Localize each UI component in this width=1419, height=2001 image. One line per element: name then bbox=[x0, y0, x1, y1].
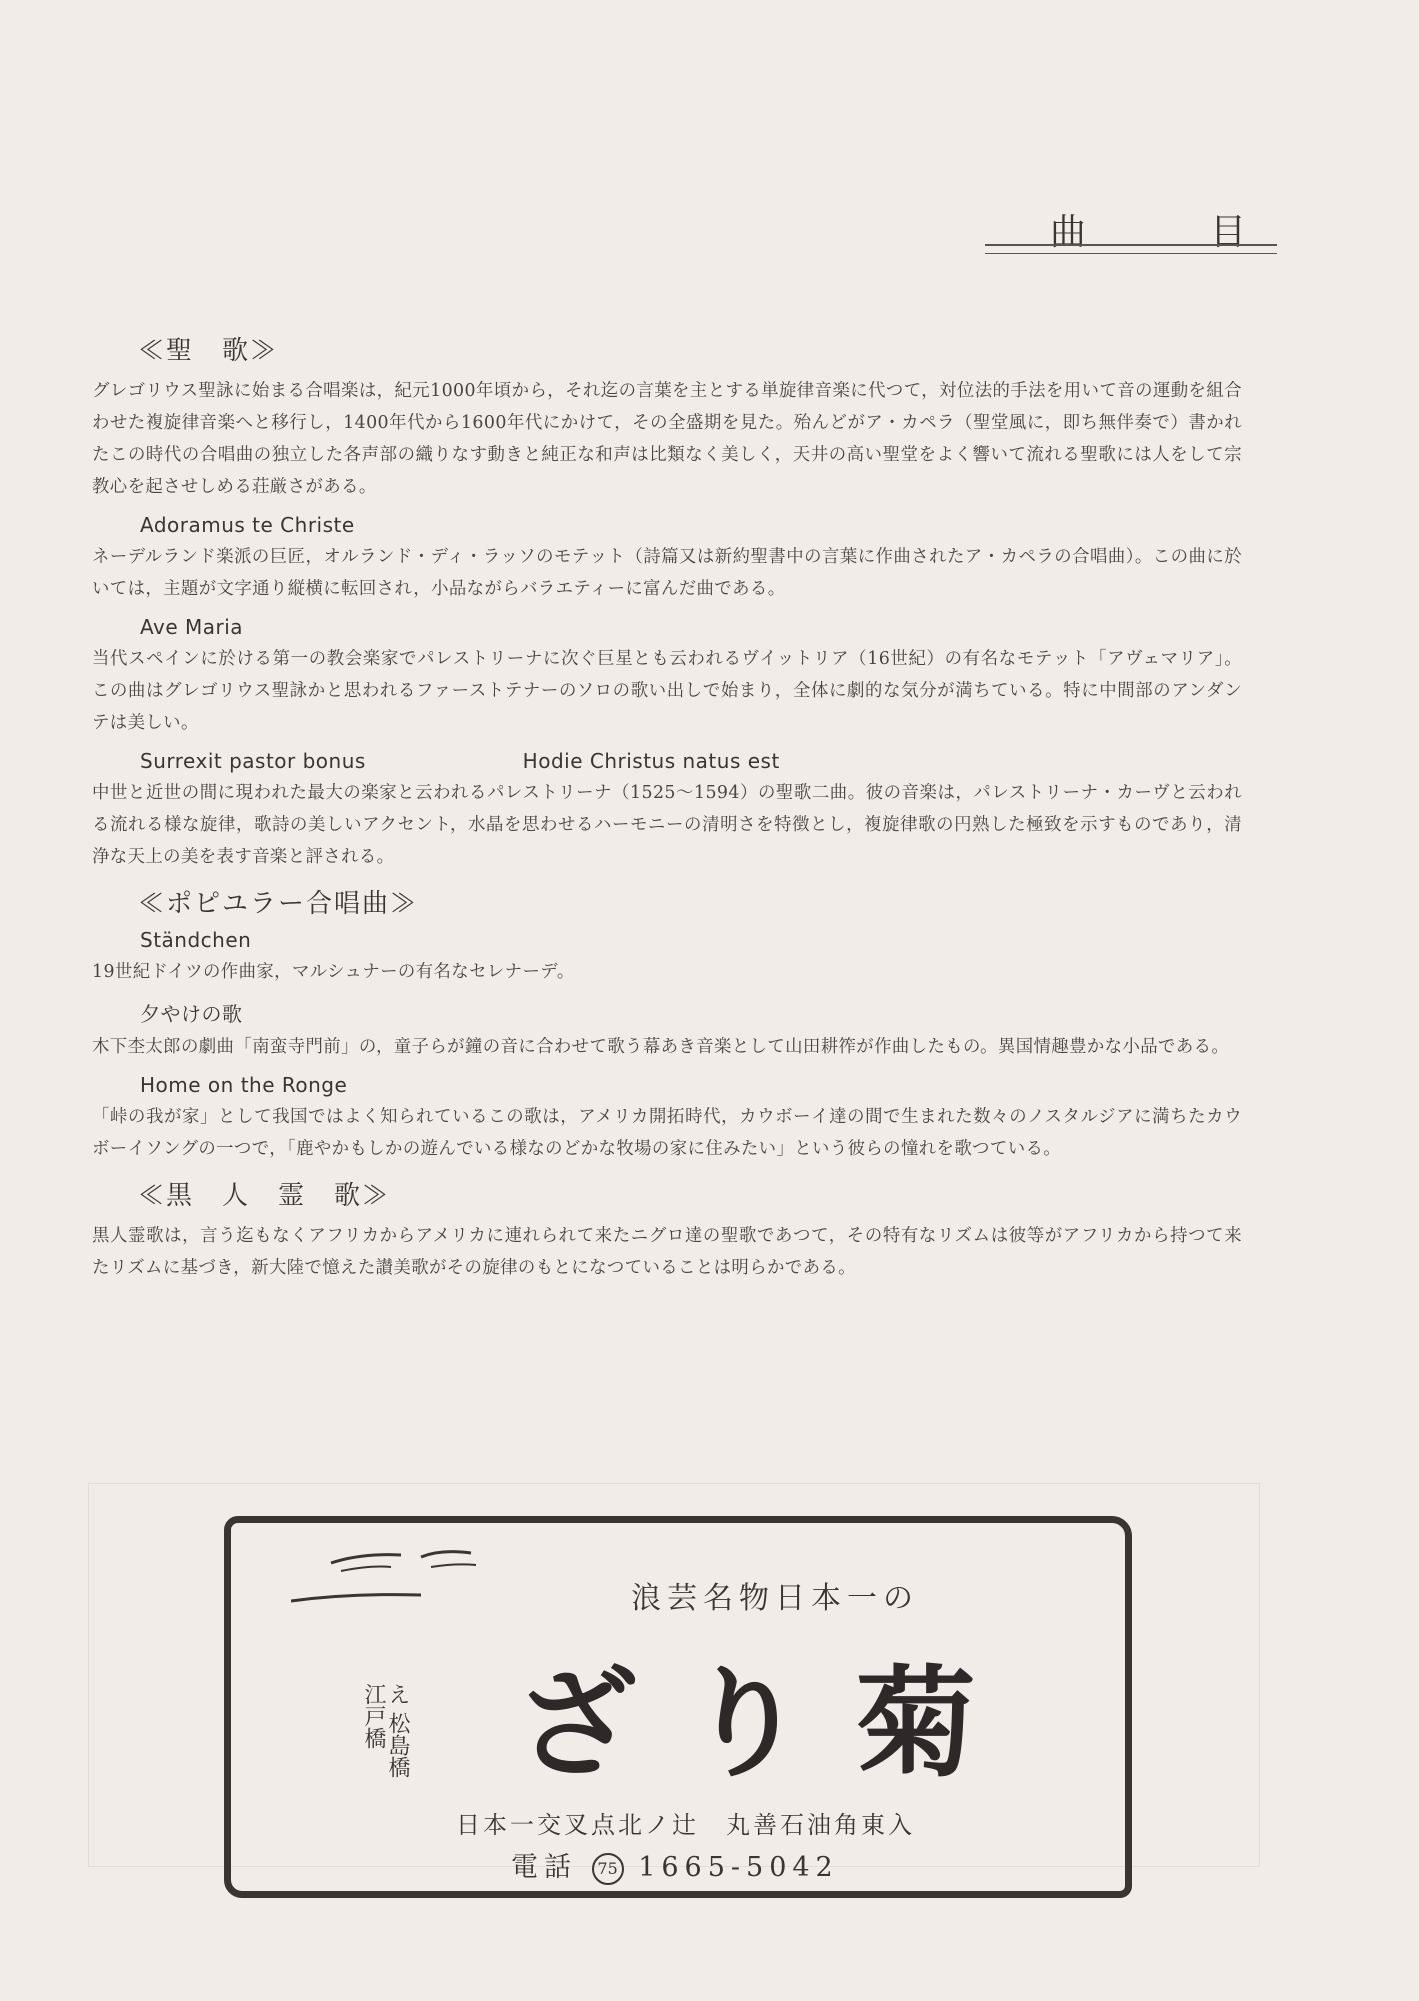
piece-title-pair bbox=[140, 749, 1242, 773]
piece-title-second: Hodie Christus natus est bbox=[522, 749, 780, 773]
ad-tagline: 浪芸名物日本一の bbox=[631, 1581, 919, 1616]
section-heading-spirituals: ≪黒 人 霊 歌≫ bbox=[138, 1181, 391, 1211]
section-heading-popular: ≪ポピユラー合唱曲≫ bbox=[138, 889, 419, 919]
brush-stroke-decoration bbox=[291, 1543, 531, 1623]
title-underline bbox=[985, 244, 1277, 254]
section-heading-sacred: ≪聖 歌≫ bbox=[138, 336, 279, 366]
phone-number: 1665-5042 bbox=[638, 1852, 839, 1883]
page-title-part1: 曲 bbox=[1050, 212, 1097, 253]
piece-description: 19世紀ドイツの作曲家，マルシュナーの有名なセレナーデ。 bbox=[92, 962, 575, 982]
piece-title: Ständchen bbox=[140, 928, 252, 952]
ad-phone bbox=[511, 1845, 839, 1885]
ad-shop-name: ざり菊 bbox=[516, 1653, 1026, 1794]
piece-title: Home on the Ronge bbox=[140, 1073, 348, 1097]
ad-location-line: え 松島橋 bbox=[385, 1683, 410, 1778]
page-title-part2: 目 bbox=[1210, 212, 1257, 253]
piece-title: 夕やけの歌 bbox=[140, 1002, 243, 1026]
piece-description: 当代スペインに於ける第一の教会楽家でパレストリーナに次ぐ巨星とも云われるヴイットリア（16世紀）の有名なモテット「アヴェマリア」。この曲はグレゴリウス聖詠かと思われるファーストテナーのソロの歌い出しで始まり，全体に劇的な気分が満ちている。特に中間部のアンダンテは美しい。 bbox=[92, 649, 1242, 733]
ad-location bbox=[361, 1683, 409, 1778]
piece-description: 中世と近世の間に現われた最大の楽家と云われるパレストリーナ（1525～1594）の聖歌二曲。彼の音楽は，パレストリーナ・カーヴと云われる流れる様な旋律，歌詩の美しいアクセント，水晶を思わせるハーモニーの清明さを特徴とし，複旋律歌の円熟した極致を示すものであり，清浄な天上の美を表す音楽と評される。 bbox=[92, 783, 1242, 867]
section-intro-sacred: グレゴリウス聖詠に始まる合唱楽は，紀元1000年頃から，それ迄の言葉を主とする単旋律音楽に代つて，対位法的手法を用いて音の運動を組合わせた複旋律音楽へと移行し，1400年代から1600年代にかけて，その全盛期を見た。殆んどがア・カペラ（聖堂風に，即ち無伴奏で）書かれたこの時代の合唱曲の独立した各声部の織りなす動きと純正な和声は比類なく美しく，天井の高い聖堂をよく響いて流れる聖歌には人をして宗教心を起させしめる荘厳さがある。 bbox=[92, 381, 1242, 497]
ad-location-line: 江戸橋 bbox=[361, 1683, 386, 1749]
advertisement bbox=[224, 1516, 1132, 1898]
piece-title: Adoramus te Christe bbox=[140, 513, 355, 537]
piece-description: 木下杢太郎の劇曲「南蛮寺門前」の，童子らが鐘の音に合わせて歌う幕あき音楽として山田耕筰が作曲したもの。異国情趣豊かな小品である。 bbox=[92, 1037, 1230, 1057]
section-intro-spirituals: 黒人霊歌は，言う迄もなくアフリカからアメリカに連れられて来たニグロ達の聖歌であつて，その特有なリズムは彼等がアフリカから持つて来たリズムに基づき，新大陸で憶えた讃美歌がその旋律のもとになつていることは明らかである。 bbox=[92, 1226, 1242, 1278]
piece-description: ネーデルランド楽派の巨匠，オルランド・ディ・ラッソのモテット（詩篇又は新約聖書中の言葉に作曲されたア・カペラの合唱曲）。この曲に於いては，主題が文字通り縦横に転回され，小品ながらバラエティーに富んだ曲である。 bbox=[92, 547, 1242, 599]
phone-exchange-badge: 75 bbox=[592, 1853, 624, 1885]
phone-label: 電話 bbox=[511, 1852, 577, 1883]
piece-title: Surrexit pastor bonus bbox=[140, 749, 366, 773]
piece-description: 「峠の我が家」として我国ではよく知られているこの歌は，アメリカ開拓時代，カウボーイ達の間で生まれた数々のノスタルジアに満ちたカウボーイソングの一つで，「鹿やかもしかの遊んでいる様なのどかな牧場の家に住みたい」という彼らの憧れを歌つている。 bbox=[92, 1107, 1242, 1159]
piece-title: Ave Maria bbox=[140, 615, 244, 639]
program-notes bbox=[92, 330, 1242, 1294]
ad-address: 日本一交叉点北ノ辻 丸善石油角東入 bbox=[456, 1811, 915, 1839]
